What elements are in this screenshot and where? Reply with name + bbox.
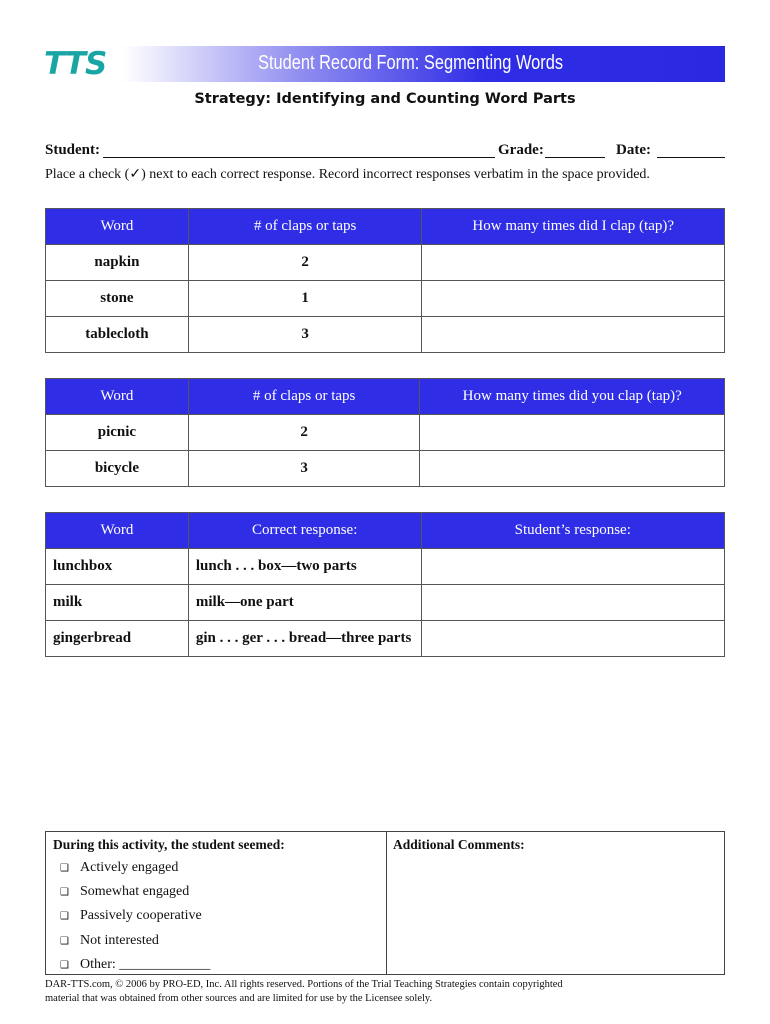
table-i-clap (45, 208, 725, 353)
table-row (46, 621, 725, 657)
checkbox-icon[interactable]: ❑ (60, 911, 69, 922)
student-response-cell[interactable] (421, 621, 725, 657)
response-cell[interactable] (420, 451, 725, 487)
word-cell: napkin (46, 245, 189, 281)
header-word: Word (46, 379, 189, 415)
option-label: Passively cooperative (80, 908, 202, 923)
word-cell: bicycle (46, 451, 189, 487)
table-row (46, 245, 725, 281)
table-row (46, 415, 725, 451)
tts-logo (44, 47, 114, 81)
grade-field[interactable] (545, 144, 605, 158)
observation-box (45, 831, 725, 975)
claps-cell: 2 (188, 415, 420, 451)
option-label: Other: _____________ (80, 957, 211, 972)
observation-heading: During this activity, the student seemed: (53, 837, 285, 852)
checkbox-icon[interactable]: ❑ (60, 887, 69, 898)
student-label: Student: (45, 142, 101, 158)
grade-label: Grade: (498, 142, 544, 158)
word-cell: picnic (46, 415, 189, 451)
response-cell[interactable] (422, 245, 725, 281)
student-response-cell[interactable] (421, 549, 725, 585)
option-not-interested[interactable] (60, 933, 159, 949)
word-cell: milk (46, 585, 189, 621)
word-cell: gingerbread (46, 621, 189, 657)
header-student-response: Student’s response: (421, 513, 725, 549)
table-row (46, 451, 725, 487)
footer-line-2: material that was obtained from other sources and are limited for use by the Licensee solely. (45, 993, 433, 1004)
claps-cell: 1 (188, 281, 422, 317)
word-cell: lunchbox (46, 549, 189, 585)
box-divider (386, 832, 387, 975)
option-passively-cooperative[interactable] (60, 908, 202, 924)
option-label: Actively engaged (80, 860, 179, 875)
table-row (46, 281, 725, 317)
table-row (46, 317, 725, 353)
footer-line-1: DAR-TTS.com, © 2006 by PRO-ED, Inc. All rights reserved. Portions of the Trial Teaching Strategies contain copyrighted (45, 979, 563, 990)
option-label: Not interested (80, 933, 159, 948)
correct-response-cell: milk—one part (188, 585, 421, 621)
student-name-field[interactable] (103, 144, 495, 158)
instruction-text: Place a check (✓) next to each correct response. Record incorrect responses verbatim in the space provided. (45, 167, 650, 182)
correct-response-cell: gin . . . ger . . . bread—three parts (188, 621, 421, 657)
response-cell[interactable] (422, 281, 725, 317)
date-field[interactable] (657, 144, 725, 158)
table-header-row (46, 513, 725, 549)
form-title: Student Record Form: Segmenting Words (258, 52, 564, 74)
checkbox-icon[interactable]: ❑ (60, 960, 69, 971)
claps-cell: 3 (188, 451, 420, 487)
table-row (46, 549, 725, 585)
table-you-clap (45, 378, 725, 487)
response-cell[interactable] (420, 415, 725, 451)
table-row (46, 585, 725, 621)
option-somewhat-engaged[interactable] (60, 884, 189, 900)
header-response: How many times did you clap (tap)? (420, 379, 725, 415)
word-cell: tablecloth (46, 317, 189, 353)
date-label: Date: (616, 142, 651, 158)
header-claps: # of claps or taps (188, 379, 420, 415)
checkbox-icon[interactable]: ❑ (60, 863, 69, 874)
logo-text: TTS (44, 46, 107, 82)
checkbox-icon[interactable]: ❑ (60, 936, 69, 947)
strategy-subtitle: Strategy: Identifying and Counting Word Parts (194, 91, 576, 107)
table-header-row (46, 379, 725, 415)
copyright-footer (45, 978, 563, 1006)
option-other[interactable] (60, 957, 210, 973)
table-correct-response (45, 512, 725, 657)
student-info-line (45, 142, 725, 160)
word-cell: stone (46, 281, 189, 317)
claps-cell: 3 (188, 317, 422, 353)
header-word: Word (46, 209, 189, 245)
comments-heading: Additional Comments: (393, 837, 525, 852)
header-claps: # of claps or taps (188, 209, 422, 245)
student-response-cell[interactable] (421, 585, 725, 621)
header-response: How many times did I clap (tap)? (422, 209, 725, 245)
claps-cell: 2 (188, 245, 422, 281)
header-word: Word (46, 513, 189, 549)
header-correct-response: Correct response: (188, 513, 421, 549)
option-actively-engaged[interactable] (60, 860, 178, 876)
table-header-row (46, 209, 725, 245)
correct-response-cell: lunch . . . box—two parts (188, 549, 421, 585)
option-label: Somewhat engaged (80, 884, 190, 899)
response-cell[interactable] (422, 317, 725, 353)
